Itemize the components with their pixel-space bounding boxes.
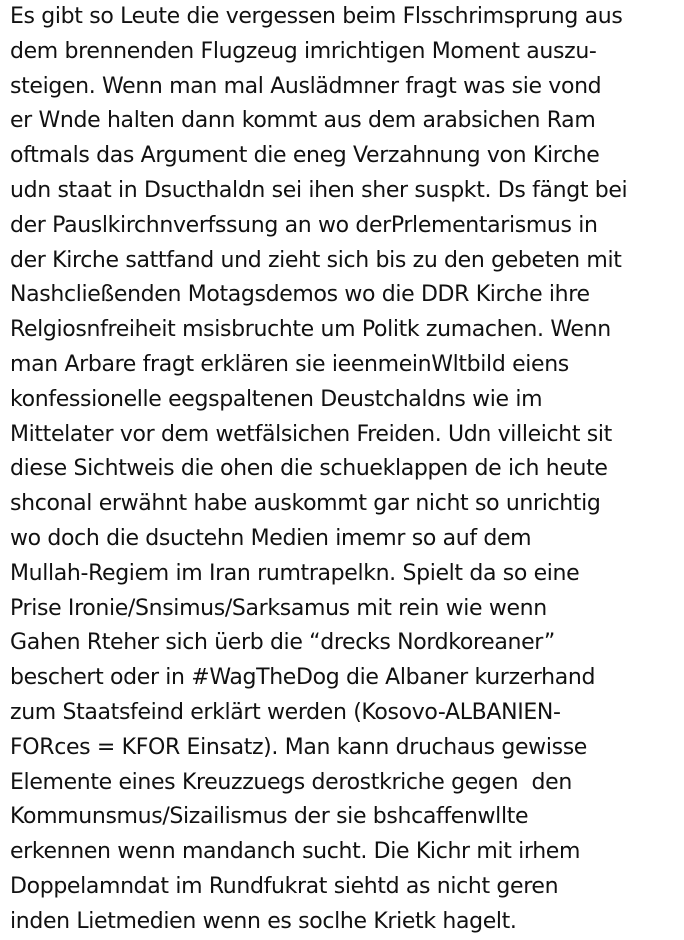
text-line: Es gibt so Leute die vergessen beim Flsschrimsprung aus	[10, 4, 623, 29]
text-line: Prise Ironie/Snsimus/Sarksamus mit rein wie wenn	[10, 595, 547, 621]
text-line: diese Sichtweis die ohen die schueklappen de ich heute	[10, 456, 608, 482]
text-line: der Pauslkirchnverfssung an wo derPrlementarismus in	[10, 212, 598, 238]
text-line: man Arbare fragt erklären sie ieenmeinWltbild eiens	[10, 351, 569, 377]
text-line: der Kirche sattfand und zieht sich bis zu den gebeten mit	[10, 247, 622, 273]
text-line: Elemente eines Kreuzzuegs derostkriche gegen den	[10, 769, 572, 795]
text-line: wo doch die dsuctehn Medien imemr so auf dem	[10, 525, 532, 551]
text-line: Relgiosnfreiheit msisbruchte um Politk zumachen. Wenn	[10, 317, 611, 343]
text-line: dem brennenden Flugzeug imrichtigen Moment auszu-	[10, 38, 597, 64]
text-line: udn staat in Dsucthaldn sei ihen sher suspkt. Ds fängt bei	[10, 177, 628, 203]
text-line: Mullah-Regiem im Iran rumtrapelkn. Spielt da so eine	[10, 560, 580, 586]
text-line: shconal erwähnt habe auskommt gar nicht so unrichtig	[10, 491, 601, 517]
text-line: er Wnde halten dann kommt aus dem arabsichen Ram	[10, 108, 596, 134]
text-line: Doppelamndat im Rundfukrat siehtd as nicht geren	[10, 873, 559, 899]
text-line: Nashcließenden Motagsdemos wo die DDR Kirche ihre	[10, 282, 590, 308]
text-line: FORces = KFOR Einsatz). Man kann druchaus gewisse	[10, 734, 587, 760]
text-line: zum Staatsfeind erklärt werden (Kosovo-ALBANIEN-	[10, 699, 561, 725]
body-text	[10, 0, 682, 940]
text-line: Gahen Rteher sich üerb die “drecks Nordkoreaner”	[10, 630, 555, 656]
text-line: konfessionelle eegspaltenen Deustchaldns wie im	[10, 386, 543, 412]
text-line: beschert oder in #WagTheDog die Albaner kurzerhand	[10, 665, 596, 691]
text-line: erkennen wenn mandanch sucht. Die Kichr mit irhem	[10, 839, 581, 865]
text-line: Mittelater vor dem wetfälsichen Freiden. Udn villeicht sit	[10, 421, 612, 447]
text-line: Kommunsmus/Sizailismus der sie bshcaffenwllte	[10, 804, 529, 830]
text-line: inden Lietmedien wenn es soclhe Krietk hagelt.	[10, 908, 517, 934]
text-line: steigen. Wenn man mal Auslädmner fragt was sie vond	[10, 73, 602, 99]
text-line: oftmals das Argument die eneg Verzahnung von Kirche	[10, 143, 600, 169]
